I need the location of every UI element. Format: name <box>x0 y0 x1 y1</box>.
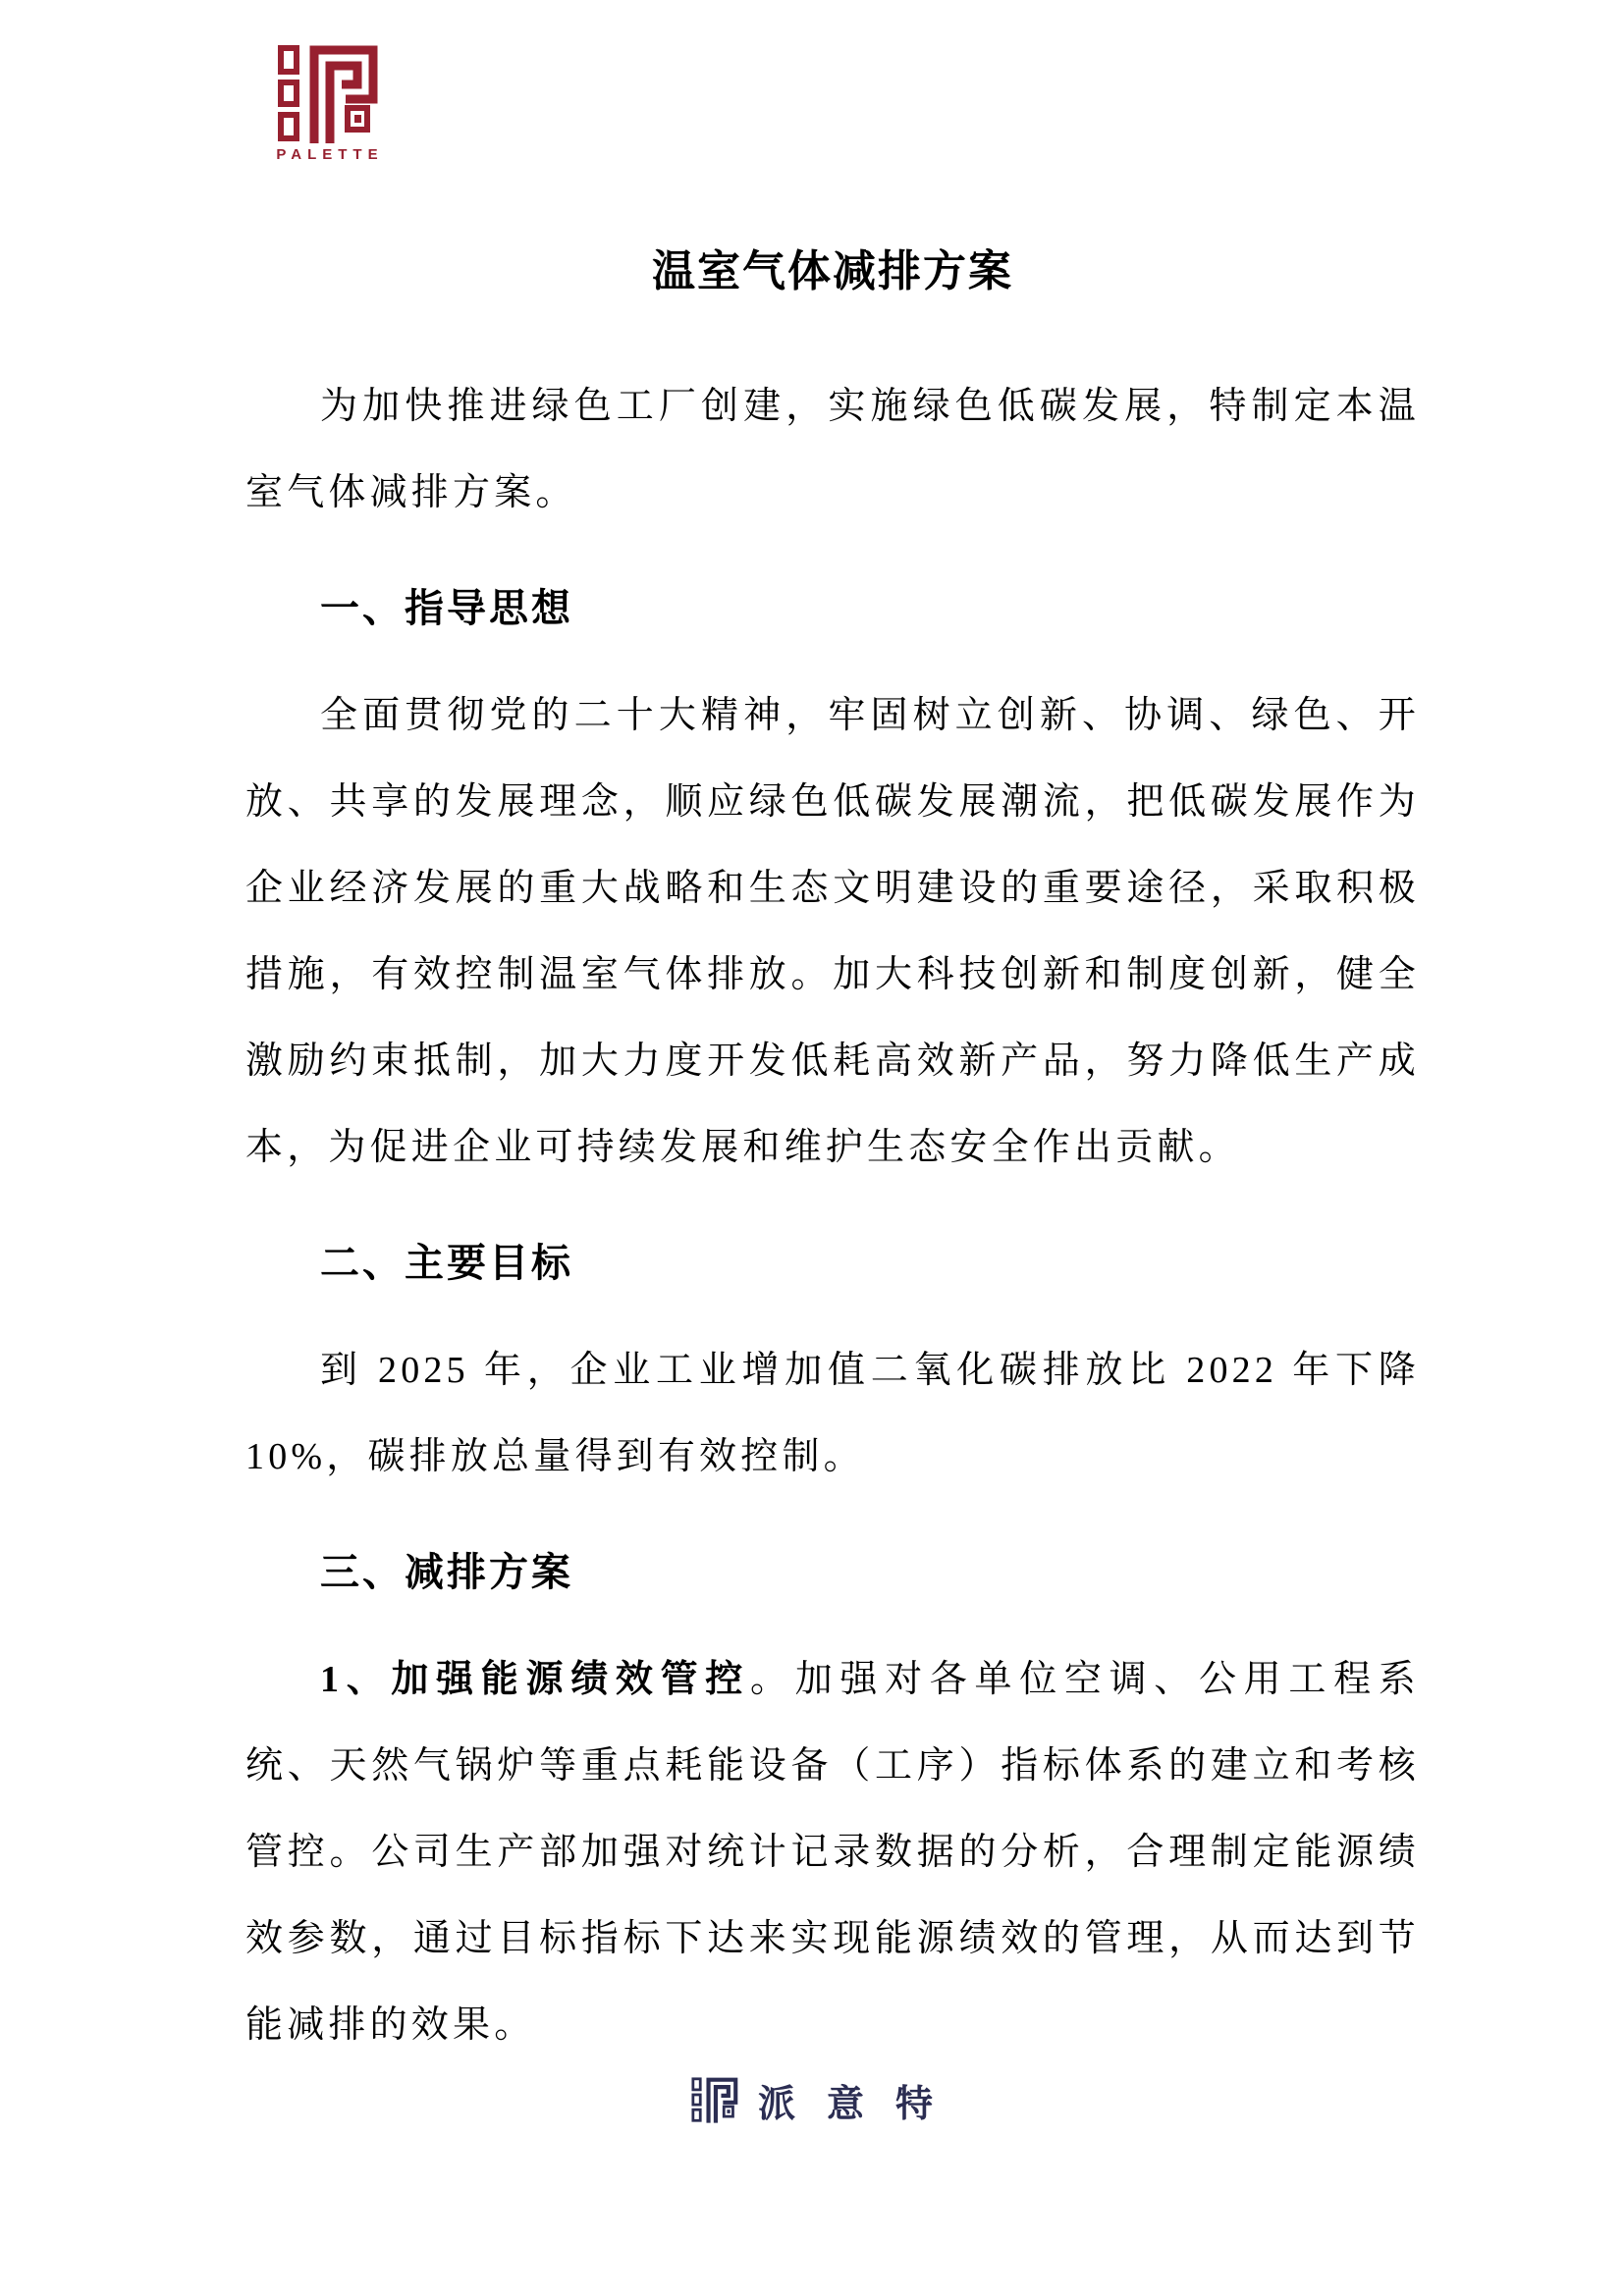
section-body-2: 到 2025 年，企业工业增加值二氧化碳排放比 2022 年下降 10%，碳排放总量得到有效控制。 <box>245 1350 1420 1477</box>
section-body-1: 全面贯彻党的二十大精神，牢固树立创新、协调、绿色、开放、共享的发展理念，顺应绿色低碳发展潮流，把低碳发展作为企业经济发展的重大战略和生态文明建设的重要途径，采取积极措施，有效控制温室气体排放。加大科技创新和制度创新，健全激励约束抵制，加大力度开发低耗高效新产品，努力降低生产成本，为促进企业可持续发展和维护生态安全作出贡献。 <box>245 695 1420 1168</box>
document-content <box>245 0 1420 2068</box>
measure-1-text: 。加强对各单位空调、公用工程系统、天然气锅炉等重点耗能设备（工序）指标体系的建立和考核管控。公司生产部加强对统计记录数据的分析，合理制定能源绩效参数，通过目标指标下达来实现能源绩效的管理，从而达到节能减排的效果。 <box>245 1659 1420 2046</box>
page-title: 温室气体减排方案 <box>652 247 1013 295</box>
section-heading-2: 二、主要目标 <box>320 1242 573 1285</box>
intro-paragraph: 为加快推进绿色工厂创建，实施绿色低碳发展，特制定本温室气体减排方案。 <box>245 386 1420 513</box>
paiyite-logo-icon <box>691 2077 738 2123</box>
footer-brand-text: 派意特 <box>757 2084 964 2125</box>
measure-1-label: 1、加强能源绩效管控 <box>320 1659 750 1700</box>
palette-brand-word: PALETTE <box>276 146 384 163</box>
section-body-3-item <box>245 1636 1420 2068</box>
section-heading-3: 三、减排方案 <box>320 1551 573 1594</box>
section-heading-1: 一、指导思想 <box>320 587 573 630</box>
footer-brand <box>0 2073 1624 2127</box>
